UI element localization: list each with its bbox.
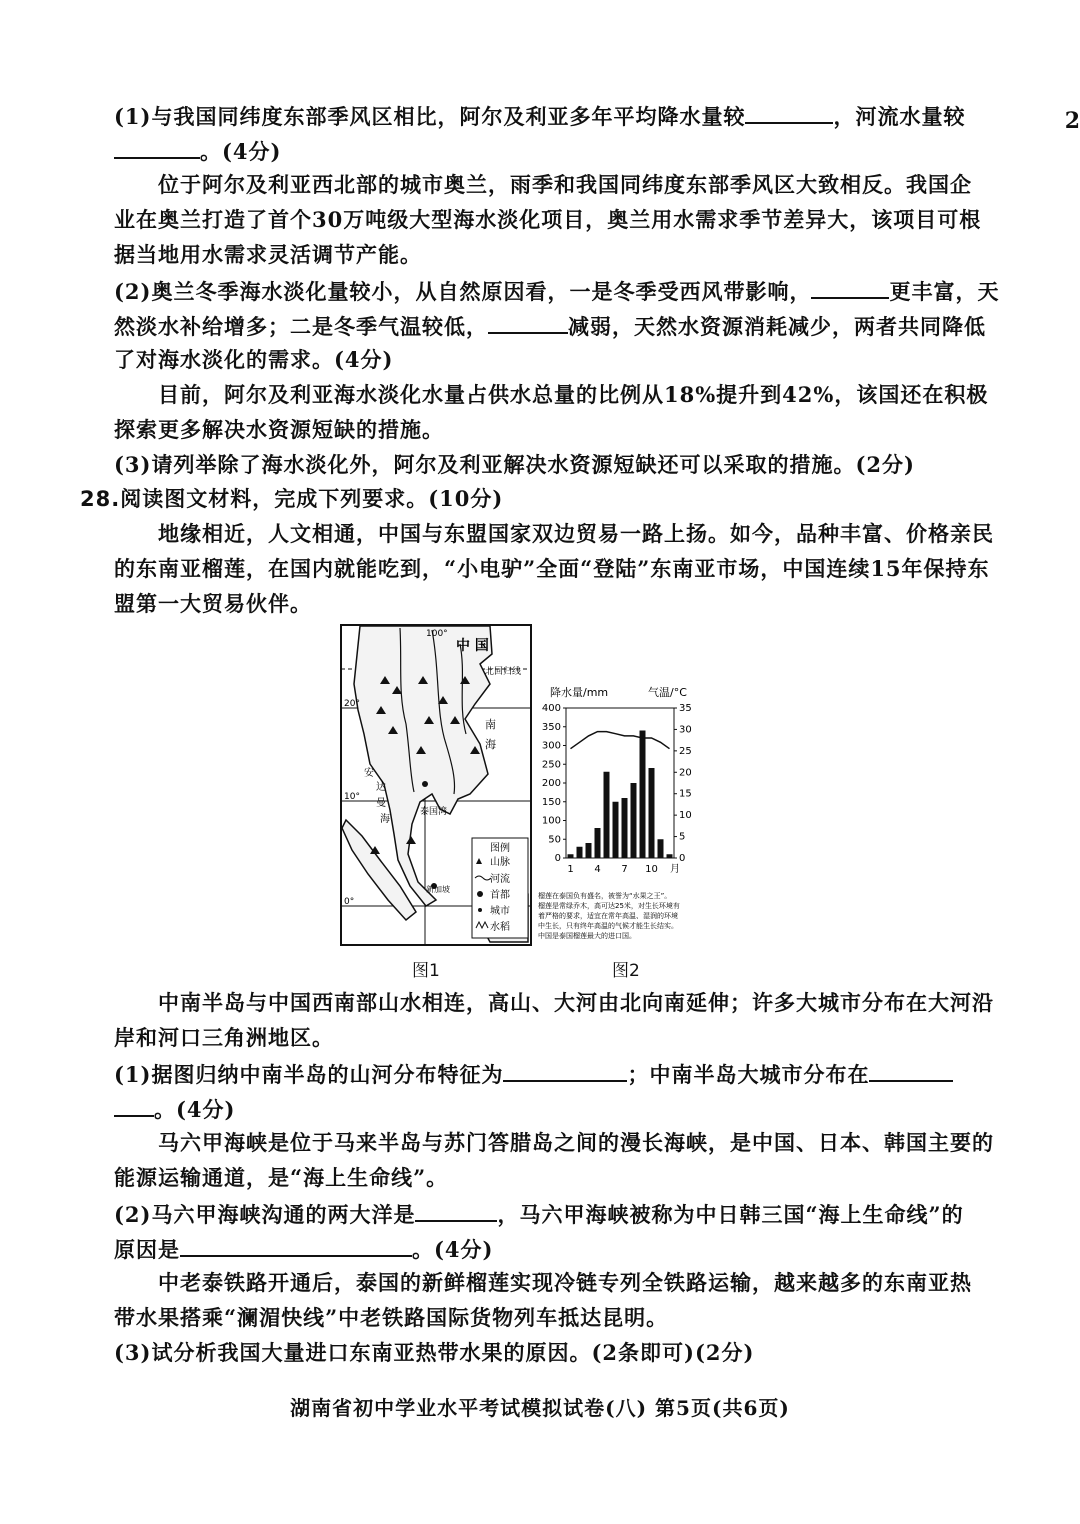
answer-blank[interactable] bbox=[114, 135, 200, 159]
note-line-5: 中国是泰国榴莲最大的进口国。 bbox=[538, 932, 636, 940]
map-label-south-sea-1: 南 bbox=[485, 718, 496, 731]
answer-blank[interactable] bbox=[811, 275, 889, 299]
para-oran-2: 业在奥兰打造了首个30万吨级大型海水淡化项目，奥兰用水需求季节差异大，该项目可根 bbox=[114, 207, 982, 232]
legend-item-river: 河流 bbox=[490, 874, 510, 885]
q28-2-text-b: ，马六甲海峡被称为中日韩三国“海上生命线”的 bbox=[497, 1202, 964, 1227]
y-tick-label: 100 bbox=[541, 815, 561, 827]
map-label-singapore: 新加坡 bbox=[426, 885, 450, 894]
para-asean-2: 的东南亚榴莲，在国内就能吃到，“小电驴”全面“登陆”东南亚市场，中国连续15年保持东 bbox=[114, 556, 990, 581]
para-oran-1: 位于阿尔及利亚西北部的城市奥兰，雨季和我国同纬度东部季风区大致相反。我国企 bbox=[158, 172, 972, 197]
q28-2-line2 bbox=[114, 1233, 493, 1265]
map-label-gulf: 泰国湾 bbox=[420, 807, 448, 817]
answer-blank[interactable] bbox=[503, 1058, 627, 1082]
map-label-china: 中 国 bbox=[456, 638, 489, 654]
answer-blank[interactable] bbox=[745, 100, 833, 124]
para-peninsula-1: 中南半岛与中国西南部山水相连，高山、大河由北向南延伸；许多大城市分布在大河沿 bbox=[158, 990, 994, 1015]
para-malacca-2: 能源运输通道，是“海上生命线”。 bbox=[114, 1165, 449, 1190]
q28-2-text-d: 。(4分) bbox=[412, 1237, 494, 1262]
x-unit-label: 月 bbox=[670, 864, 680, 875]
para-peninsula-2: 岸和河口三角洲地区。 bbox=[114, 1025, 334, 1050]
figure1-caption: 图1 bbox=[412, 961, 440, 981]
q27-1-text-a: (1)与我国同纬度东部季风区相比，阿尔及利亚多年平均降水量较 bbox=[114, 104, 746, 129]
answer-blank[interactable] bbox=[415, 1198, 497, 1222]
q27-1-line1 bbox=[114, 100, 965, 132]
y-tick-label: 50 bbox=[548, 834, 561, 846]
q27-2-text-b: 更丰富，天 bbox=[889, 279, 1000, 304]
para-railway-2: 带水果搭乘“澜湄快线”中老铁路国际货物列车抵达昆明。 bbox=[114, 1305, 669, 1330]
precip-bar bbox=[595, 828, 601, 858]
y-tick-label: 150 bbox=[541, 796, 561, 808]
q28-header bbox=[80, 484, 503, 514]
map-label-andaman-1: 安 bbox=[364, 768, 374, 779]
q28-2-line1 bbox=[114, 1198, 964, 1230]
x-tick-label: 10 bbox=[645, 864, 658, 875]
y2-tick-label: 10 bbox=[679, 810, 692, 822]
note-line-4: 中生长，只有终年高温的气候才能生长结实。 bbox=[538, 922, 678, 930]
q28-2-text-c: 原因是 bbox=[114, 1237, 180, 1262]
precip-bar bbox=[586, 843, 592, 858]
chart-note bbox=[538, 891, 680, 940]
map-label-andaman-4: 海 bbox=[380, 814, 390, 825]
note-line-1: 榴莲在泰国负有盛名，被誉为“水果之王”。 bbox=[538, 892, 672, 900]
precip-bar bbox=[622, 798, 628, 858]
side-page-number: 2 bbox=[1064, 108, 1080, 134]
precip-bar bbox=[604, 772, 610, 858]
q28-1-text-c: 。(4分) bbox=[154, 1097, 236, 1122]
capital-dot bbox=[422, 781, 428, 787]
legend-item-capital: 首都 bbox=[490, 890, 510, 901]
q28-3: (3)试分析我国大量进口东南亚热带水果的原因。(2条即可)(2分) bbox=[114, 1340, 755, 1365]
figure1-map bbox=[340, 624, 532, 946]
figure2-caption: 图2 bbox=[612, 961, 640, 981]
map-label-lat0: 0° bbox=[344, 897, 355, 907]
map-label-andaman-3: 曼 bbox=[376, 798, 386, 809]
chart-plot-frame bbox=[566, 708, 674, 858]
q27-2-line3: 了对海水淡化的需求。(4分) bbox=[114, 347, 394, 372]
precip-bar bbox=[667, 854, 673, 858]
y2-tick-label: 25 bbox=[679, 745, 692, 757]
legend-item-mountain: 山脉 bbox=[490, 857, 510, 868]
map-label-lat20: 20° bbox=[344, 699, 360, 709]
q28-1-text-a: (1)据图归纳中南半岛的山河分布特征为 bbox=[114, 1062, 504, 1087]
capital-icon bbox=[477, 891, 483, 897]
note-line-2: 榴莲是常绿乔木，高可达25米，对生长环境有 bbox=[538, 902, 680, 910]
q28-instruction: 阅读图文材料，完成下列要求。(10分) bbox=[120, 486, 504, 511]
figure2-climate-chart bbox=[536, 680, 736, 952]
chart-right-title: 气温/°C bbox=[648, 686, 687, 699]
para-ratio-1: 目前，阿尔及利亚海水淡化水量占供水总量的比例从18%提升到42%，该国还在积极 bbox=[158, 382, 989, 407]
para-asean-1: 地缘相近，人文相通，中国与东盟国家双边贸易一路上扬。如今，品种丰富、价格亲民 bbox=[158, 521, 994, 546]
q27-1-line2 bbox=[114, 135, 281, 167]
map-label-100: 100° bbox=[426, 629, 448, 639]
q28-1-line2 bbox=[114, 1093, 235, 1125]
answer-blank[interactable] bbox=[869, 1058, 953, 1082]
q27-2-text-a: (2)奥兰冬季海水淡化量较小，从自然原因看，一是冬季受西风带影响， bbox=[114, 279, 812, 304]
map-label-lat10: 10° bbox=[344, 792, 360, 802]
q27-1-text-b: ，河流水量较 bbox=[833, 104, 966, 129]
map-label-andaman-2: 达 bbox=[376, 782, 386, 793]
precip-bar bbox=[631, 783, 637, 858]
temperature-line bbox=[571, 732, 670, 749]
q27-2-text-d: 减弱，天然水资源消耗减少，两者共同降低 bbox=[568, 314, 986, 339]
para-oran-3: 据当地用水需求灵活调节产能。 bbox=[114, 242, 422, 267]
q28-1-line1 bbox=[114, 1058, 953, 1090]
q28-number: 28. bbox=[80, 487, 121, 511]
y2-tick-label: 0 bbox=[679, 853, 686, 864]
y-tick-label: 0 bbox=[554, 853, 561, 864]
precip-bar bbox=[649, 768, 655, 858]
x-tick-label: 1 bbox=[567, 864, 574, 875]
q27-2-text-c: 然淡水补给增多；二是冬季气温较低， bbox=[114, 314, 488, 339]
answer-blank[interactable] bbox=[488, 310, 568, 334]
q28-2-text-a: (2)马六甲海峡沟通的两大洋是 bbox=[114, 1202, 416, 1227]
x-tick-label: 7 bbox=[621, 864, 628, 875]
page-footer: 湖南省初中学业水平考试模拟试卷(八) 第5页(共6页) bbox=[290, 1396, 790, 1420]
y2-tick-label: 5 bbox=[679, 831, 686, 843]
x-tick-label: 4 bbox=[594, 864, 601, 875]
q27-2-line2 bbox=[114, 310, 986, 342]
y-tick-label: 350 bbox=[541, 721, 561, 733]
q27-2-line1 bbox=[114, 275, 999, 307]
q27-1-text-c: 。(4分) bbox=[200, 139, 282, 164]
precip-bar bbox=[577, 847, 583, 858]
precip-bar bbox=[613, 802, 619, 858]
legend-title: 图例 bbox=[490, 843, 510, 854]
para-asean-3: 盟第一大贸易伙伴。 bbox=[114, 591, 312, 616]
legend-item-rice: 水稻 bbox=[490, 922, 510, 933]
q28-1-text-b: ；中南半岛大城市分布在 bbox=[627, 1062, 870, 1087]
y2-tick-label: 20 bbox=[679, 767, 692, 779]
legend-item-city: 城市 bbox=[490, 906, 510, 917]
map-label-south-sea-2: 海 bbox=[485, 738, 496, 751]
precip-bar bbox=[568, 854, 574, 858]
para-ratio-2: 探索更多解决水资源短缺的措施。 bbox=[114, 417, 444, 442]
y2-tick-label: 35 bbox=[679, 703, 692, 714]
answer-blank[interactable] bbox=[114, 1093, 154, 1117]
chart-left-title: 降水量/mm bbox=[550, 686, 609, 699]
precip-bar bbox=[658, 839, 664, 858]
map-legend bbox=[472, 838, 528, 938]
y-tick-label: 200 bbox=[541, 778, 561, 789]
city-icon bbox=[478, 908, 482, 912]
note-line-3: 着严格的要求，适宜在常年高温、湿润的环境 bbox=[538, 912, 678, 920]
y2-tick-label: 30 bbox=[679, 724, 692, 736]
y-tick-label: 300 bbox=[541, 740, 561, 752]
y2-tick-label: 15 bbox=[679, 788, 692, 800]
y-tick-label: 400 bbox=[541, 703, 561, 714]
q27-3: (3)请列举除了海水淡化外，阿尔及利亚解决水资源短缺还可以采取的措施。(2分) bbox=[114, 452, 915, 477]
y-tick-label: 250 bbox=[541, 759, 561, 771]
map-label-tropic: 北回归线 bbox=[485, 667, 522, 677]
para-railway-1: 中老泰铁路开通后，泰国的新鲜榴莲实现冷链专列全铁路运输，越来越多的东南亚热 bbox=[158, 1270, 972, 1295]
para-malacca-1: 马六甲海峡是位于马来半岛与苏门答腊岛之间的漫长海峡，是中国、日本、韩国主要的 bbox=[158, 1130, 994, 1155]
answer-blank[interactable] bbox=[180, 1233, 412, 1257]
precip-bar bbox=[640, 731, 646, 859]
